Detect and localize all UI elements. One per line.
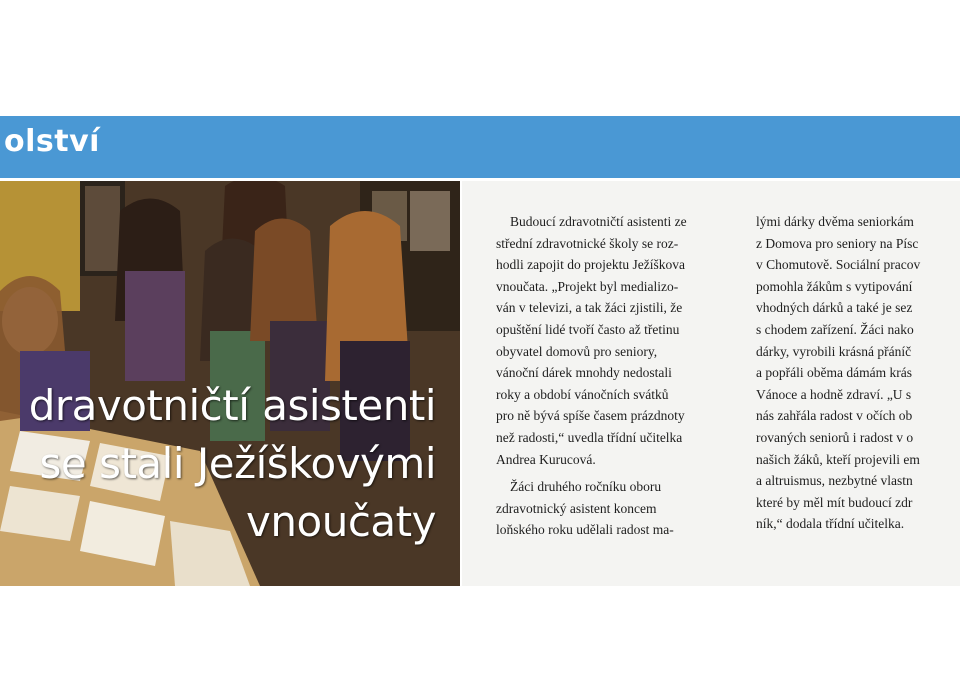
text-line: obyvatel domovů pro seniory, (496, 343, 658, 359)
text-line: které by měl mít budoucí zdr (756, 494, 913, 510)
text-line: v Chomutově. Sociální pracov (756, 257, 921, 273)
text-line: Žáci druhého ročníku oboru (510, 479, 662, 495)
text-line: lými dárky dvěma seniorkám (756, 214, 914, 229)
text-line: střední zdravotnické školy se roz- (496, 235, 679, 251)
text-line: opuštění lidé tvoří často až třetinu (496, 321, 680, 337)
text-line: s chodem zařízení. Žáci nako (756, 321, 914, 337)
text-line: nás zahřála radost v očích ob (756, 408, 913, 424)
text-line: ván v televizi, a tak žáci zjistili, že (496, 300, 683, 316)
article-text-area (462, 181, 960, 586)
text-line: našich žáků, kteří projevili em (756, 451, 920, 467)
article-column-1 (496, 211, 734, 541)
paragraph-2 (496, 476, 734, 541)
text-line: vánoční dárek mnohdy nedostali (496, 365, 672, 381)
text-line: z Domova pro seniory na Písc (756, 235, 919, 251)
text-line: hodli zapojit do projektu Ježíškova (496, 257, 685, 273)
article-column-2 (756, 211, 960, 535)
text-line: a popřáli oběma dámám krás (756, 365, 912, 381)
section-banner (0, 116, 960, 178)
text-line: Budoucí zdravotničtí asistenti ze (510, 214, 687, 229)
text-line: pomohla žákům s vytipování (756, 278, 913, 294)
article-headline (29, 377, 436, 551)
text-line: ník,“ dodala třídní učitelka. (756, 516, 905, 532)
paragraph-1 (496, 211, 734, 470)
headline-line-1: dravotničtí asistenti (28, 381, 436, 430)
text-line: pro ně bývá spíše časem prázdnoty (496, 408, 685, 424)
text-line: dárky, vyrobili krásná přáníč (756, 343, 912, 359)
text-line: loňského roku udělali radost ma- (496, 522, 674, 538)
text-line: vhodných dárků a také je sez (756, 300, 913, 316)
text-line: vnoučata. „Projekt byl medializo- (496, 278, 679, 294)
text-line: než radosti,“ uvedla třídní učitelka (496, 429, 683, 445)
text-line: Andrea Kurucová. (496, 451, 596, 467)
text-line: Vánoce a hodně zdraví. „U s (756, 386, 912, 402)
text-line: zdravotnický asistent koncem (496, 500, 657, 516)
text-line: rovaných seniorů i radost v o (756, 429, 914, 445)
article-photo (0, 181, 460, 586)
headline-line-2: se stali Ježíškovými (39, 439, 436, 488)
text-line: roky a období vánočních svátků (496, 386, 669, 402)
headline-line-3: vnoučaty (246, 497, 436, 546)
section-title: olství (4, 124, 100, 159)
text-line: a altruismus, nezbytné vlastn (756, 473, 913, 489)
